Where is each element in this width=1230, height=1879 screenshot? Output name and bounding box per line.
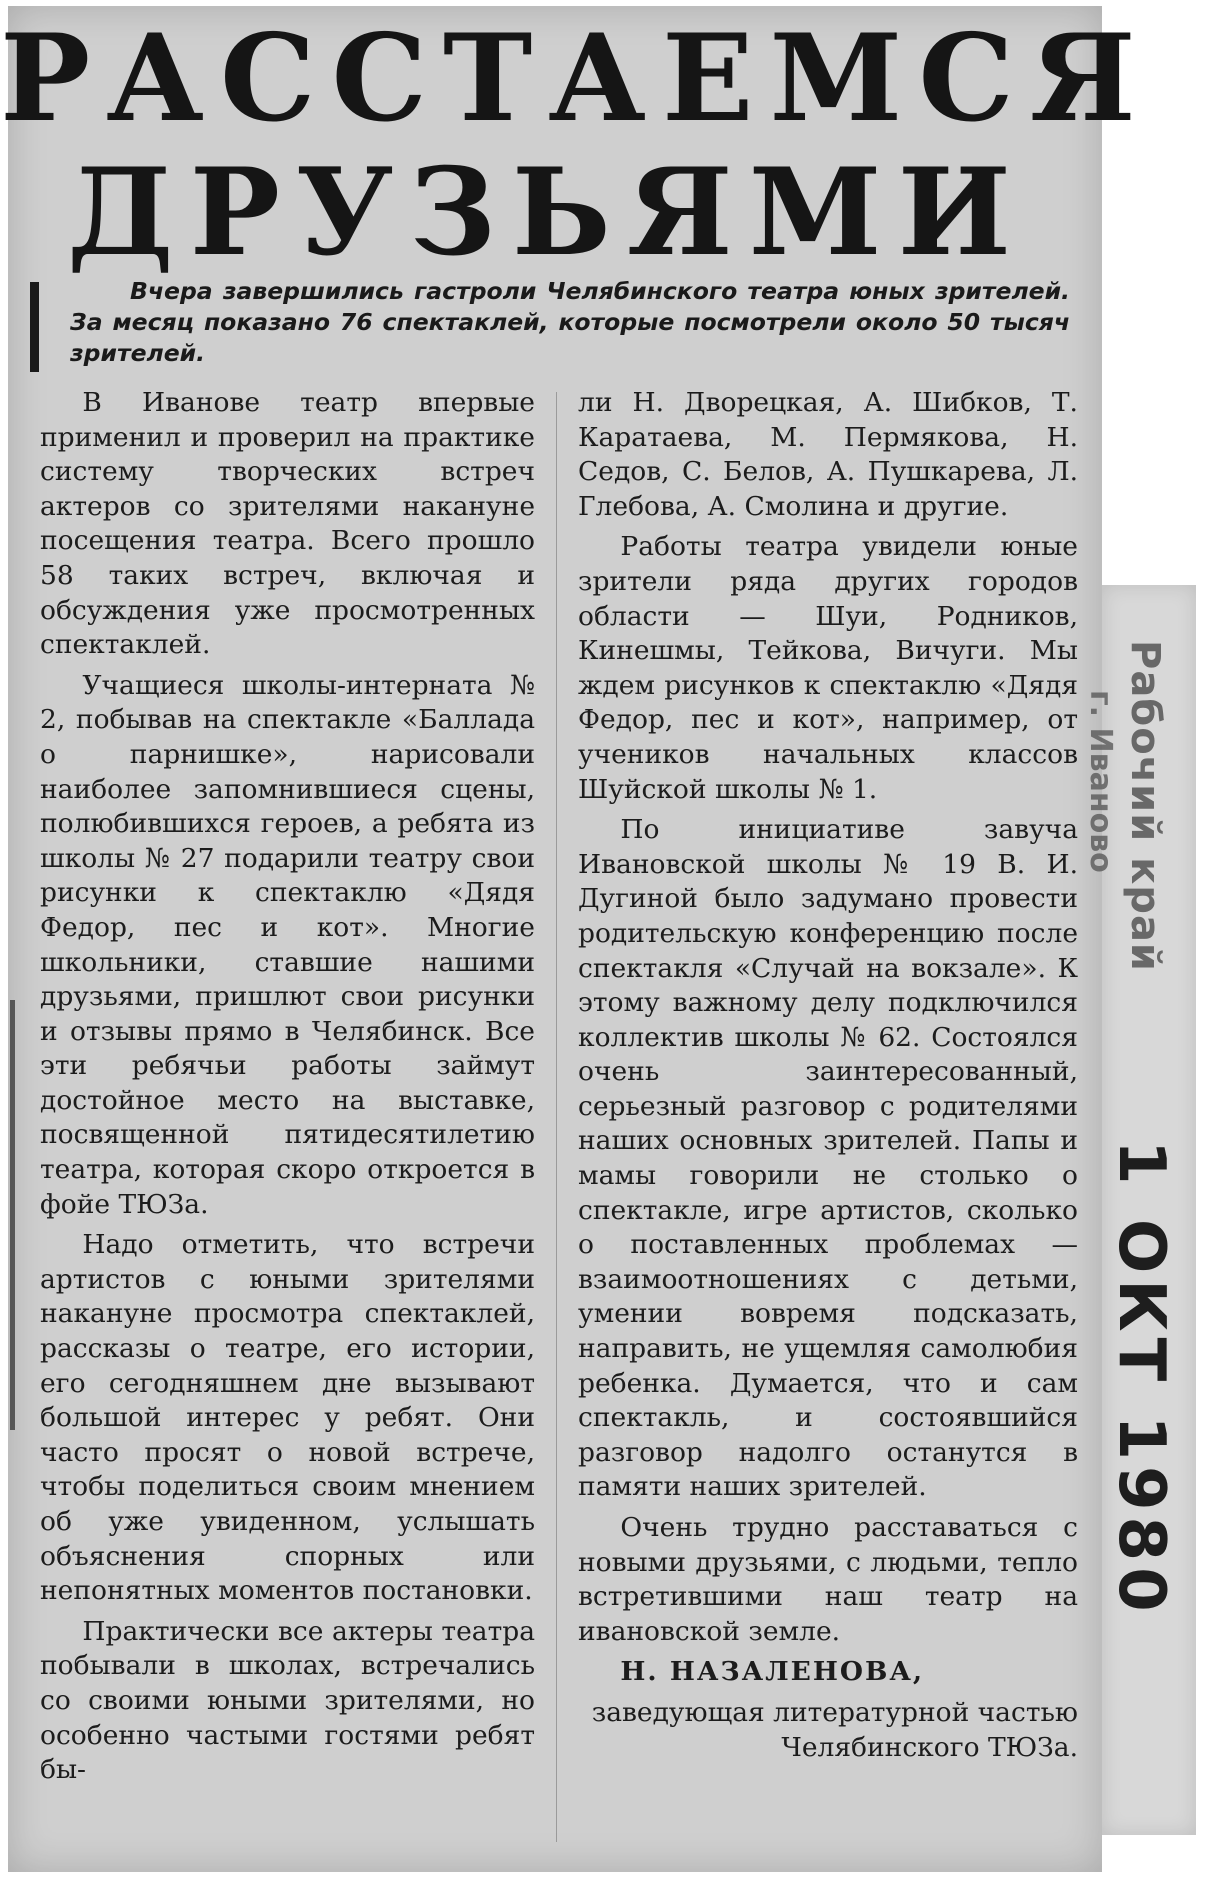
paragraph-school-drawings: Учащиеся школы-интерната № 2, побывав на спектакле «Баллада о парнишке», нарисовали наиболее запомнившиеся сцены, полюбившихся героев, а ребята из школы № 27 подарили театру свои рисунки к спектаклю «Дядя Федор, пес и кот». Многие школьники, ставшие нашими друзьями, пришлют свои рисунки и отзывы прямо в Челябинск. Все эти ребячьи работы займут достойное место на выставке, посвященной пятидесятилетию театра, которая скоро откроется в фойе ТЮЗа. bbox=[40, 669, 535, 1220]
headline-line-2: ДРУЗЬЯМИ bbox=[67, 142, 1027, 283]
article-column-right bbox=[578, 386, 1078, 1765]
paragraph-farewell: Очень трудно расставаться с новыми друзьями, с людьми, тепло встретившими наш театр на ивановской земле. bbox=[578, 1512, 1078, 1647]
newspaper-name-stamp: Рабочий край bbox=[1122, 640, 1168, 972]
left-margin-mark bbox=[10, 1000, 15, 1430]
paragraph-parent-conference: По инициативе завуча Ивановской школы № 19 В. И. Дугиной было задумано провести родительскую конференцию после спектакля «Случай на вокзале». К этому важному делу подключился коллектив школы № 62. Состоялся очень заинтересованный, серьезный разговор с родителями наших основных зрителей. Папы и мамы говорили не столько о спектакле, игре артистов, сколько о поставленных проблемах — взаимоотношениях с детьми, умении вовремя подсказать, направить, не ущемляя самолюбия ребенка. Думается, что и сам спектакль, и состоявшийся разговор надолго останутся в памяти наших зрителей. bbox=[578, 814, 1078, 1503]
paragraph-actors-in-schools: Практически все актеры театра побывали в школах, встречались со своими юными зрителями, но особенно частыми гостями ребят бы- bbox=[40, 1615, 535, 1786]
author-title: заведующая литературной частью Челябинского ТЮЗа. bbox=[591, 1696, 1078, 1763]
paragraph-theatre-meetings: В Иванове театр впервые применил и проверил на практике систему творческих встреч актеров со зрителями накануне посещения театра. Всего прошло 58 таких встреч, включая и обсуждения уже просмотренных спектаклей. bbox=[40, 387, 535, 661]
lead-marker-bar bbox=[30, 282, 39, 372]
lead-paragraph: Вчера завершились гастроли Челябинского театра юных зрителей. За месяц показано 76 спектаклей, которые посмотрели около 50 тысяч зрителей. bbox=[70, 277, 1070, 367]
date-stamp: 1 ОКТ 1980 bbox=[1104, 1140, 1178, 1618]
author-name: Н. НАЗАЛЕНОВА, bbox=[620, 1656, 925, 1688]
column-divider bbox=[556, 392, 557, 1842]
city-stamp: г. Иваново bbox=[1083, 690, 1118, 873]
article-column-left bbox=[40, 386, 535, 1788]
paragraph-actor-meetings: Надо отметить, что встречи артистов с юными зрителями накануне просмотра спектаклей, рассказы о театре, его истории, его сегодняшнем дне вызывают большой интерес у ребят. Они часто просят о новой встрече, чтобы поделиться своим мнением об уже увиденном, услышать объяснения спорных или непонятных моментов постановки. bbox=[40, 1229, 535, 1607]
paragraph-actor-names: ли Н. Дворецкая, А. Шибков, Т. Каратаева, М. Пермякова, Н. Седов, С. Белов, А. Пушкарева, Л. Глебова, А. Смолина и другие. bbox=[578, 387, 1078, 522]
paragraph-other-cities: Работы театра увидели юные зрители ряда других городов области — Шуи, Родников, Кинешмы, Тейкова, Вичуги. Мы ждем рисунков к спектаклю «Дядя Федор, пес и кот», например, от учеников начальных классов Шуйской школы № 1. bbox=[578, 531, 1078, 805]
headline-line-1: РАССТАЕМСЯ bbox=[0, 8, 1152, 149]
